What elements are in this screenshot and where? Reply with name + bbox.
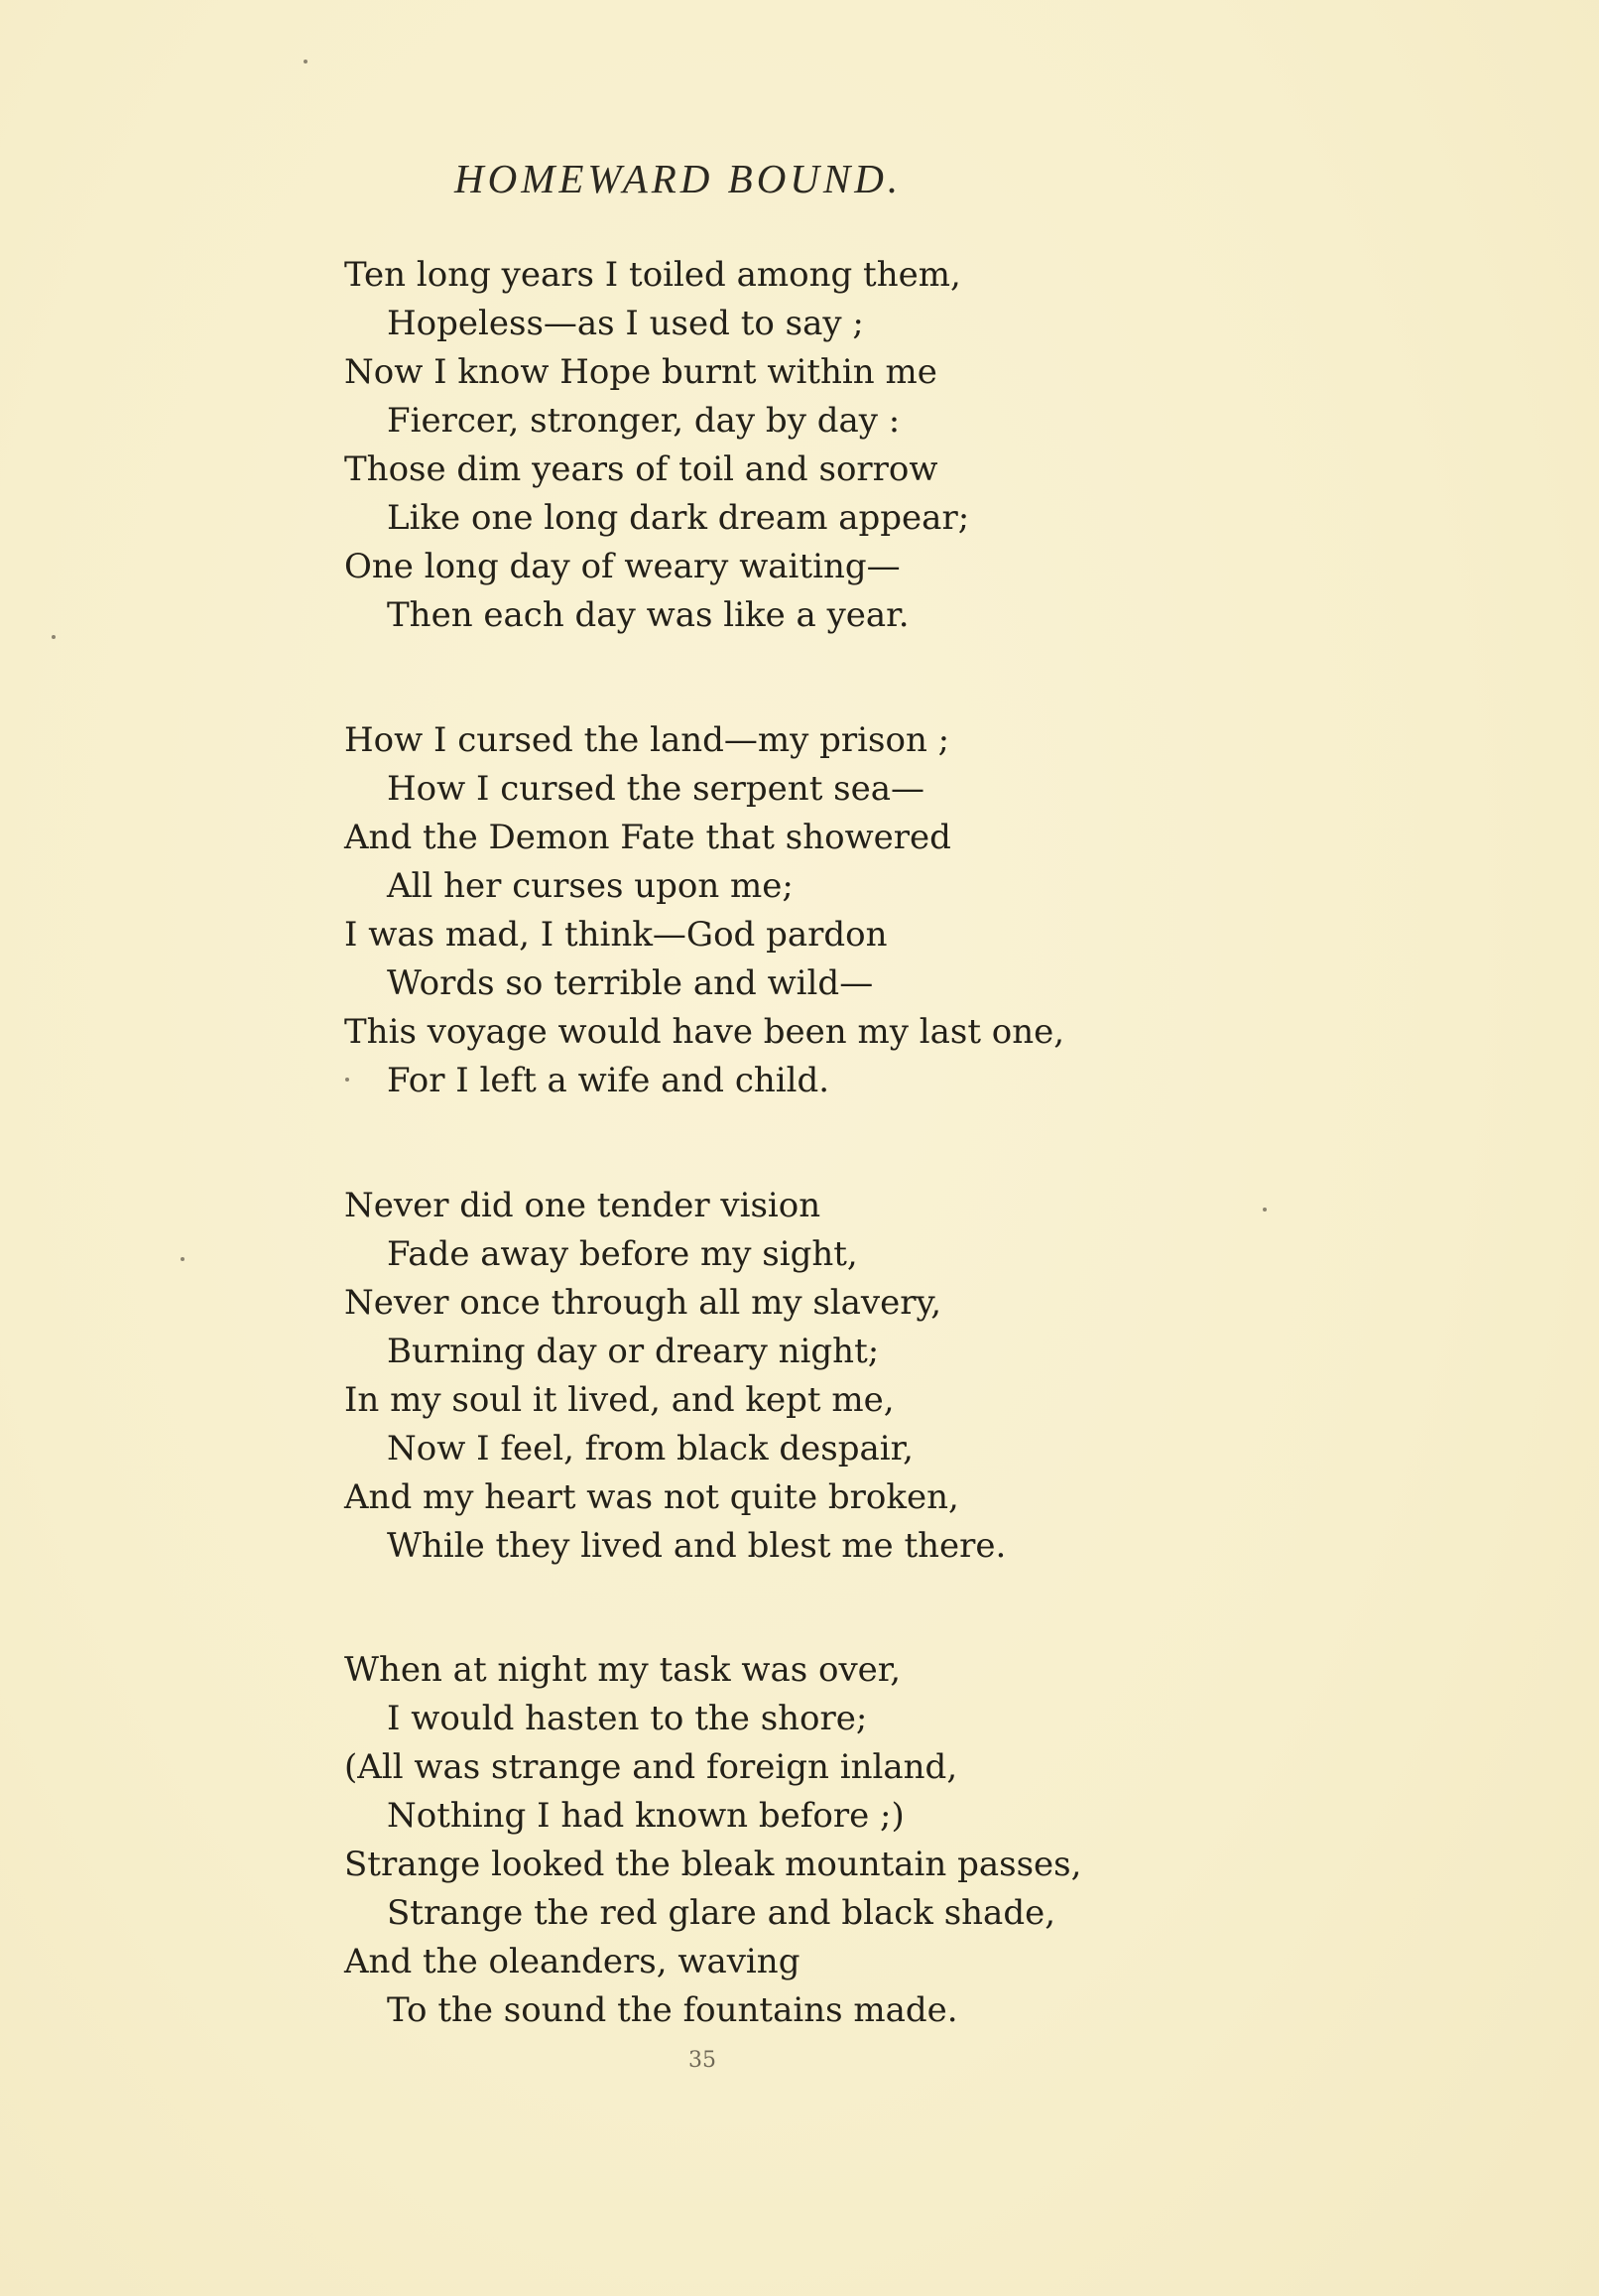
- verse-line: Burning day or dreary night;: [387, 1332, 880, 1371]
- stanza: [344, 716, 1118, 1105]
- paper-speck: [304, 60, 308, 64]
- stanza: [344, 1646, 1118, 2035]
- verse-line: Fade away before my sight,: [387, 1234, 858, 1274]
- verse-line: While they lived and blest me there.: [387, 1526, 1007, 1566]
- verse-line: Words so terrible and wild—: [387, 963, 874, 1003]
- verse-line: Never once through all my slavery,: [344, 1283, 942, 1323]
- verse-line: Hopeless—as I used to say ;: [387, 304, 864, 343]
- verse-line: How I cursed the land—my prison ;: [344, 720, 950, 760]
- verse-line: To the sound the fountains made.: [387, 1990, 958, 2030]
- verse-line: And my heart was not quite broken,: [344, 1477, 959, 1517]
- verse-line: For I left a wife and child.: [387, 1061, 830, 1100]
- stanza: [344, 1182, 1118, 1571]
- verse-line: Those dim years of toil and sorrow: [344, 449, 938, 489]
- verse-line: All her curses upon me;: [387, 866, 794, 906]
- page-number: 35: [688, 2048, 716, 2073]
- verse-line: (All was strange and foreign inland,: [344, 1747, 958, 1787]
- stanza: [344, 251, 1118, 640]
- paper-speck: [345, 1078, 349, 1082]
- verse-line: Strange the red glare and black shade,: [387, 1893, 1056, 1933]
- verse-line: Ten long years I toiled among them,: [344, 255, 961, 295]
- verse-line: Then each day was like a year.: [387, 595, 910, 635]
- verse-line: In my soul it lived, and kept me,: [344, 1380, 895, 1420]
- verse-line: This voyage would have been my last one,: [344, 1012, 1065, 1052]
- verse-line: How I cursed the serpent sea—: [387, 769, 925, 809]
- verse-line: Now I know Hope burnt within me: [344, 352, 937, 392]
- verse-line: Nothing I had known before ;): [387, 1796, 905, 1836]
- paper-speck: [52, 635, 56, 639]
- paper-speck: [181, 1257, 184, 1261]
- verse-line: And the oleanders, waving: [344, 1942, 800, 1981]
- paper-speck: [1263, 1208, 1267, 1212]
- verse-line: I was mad, I think—God pardon: [344, 915, 888, 955]
- verse-line: And the Demon Fate that showered: [344, 818, 951, 857]
- verse-line: One long day of weary waiting—: [344, 547, 901, 586]
- verse-line: Like one long dark dream appear;: [387, 498, 970, 538]
- verse-line: Fiercer, stronger, day by day :: [387, 401, 901, 441]
- verse-line: Strange looked the bleak mountain passes,: [344, 1845, 1082, 1884]
- verse-line: Never did one tender vision: [344, 1186, 821, 1225]
- verse-line: I would hasten to the shore;: [387, 1699, 868, 1738]
- verse-line: Now I feel, from black despair,: [387, 1429, 914, 1468]
- verse-line: When at night my task was over,: [344, 1650, 902, 1690]
- page-title: HOMEWARD BOUND.: [454, 156, 903, 201]
